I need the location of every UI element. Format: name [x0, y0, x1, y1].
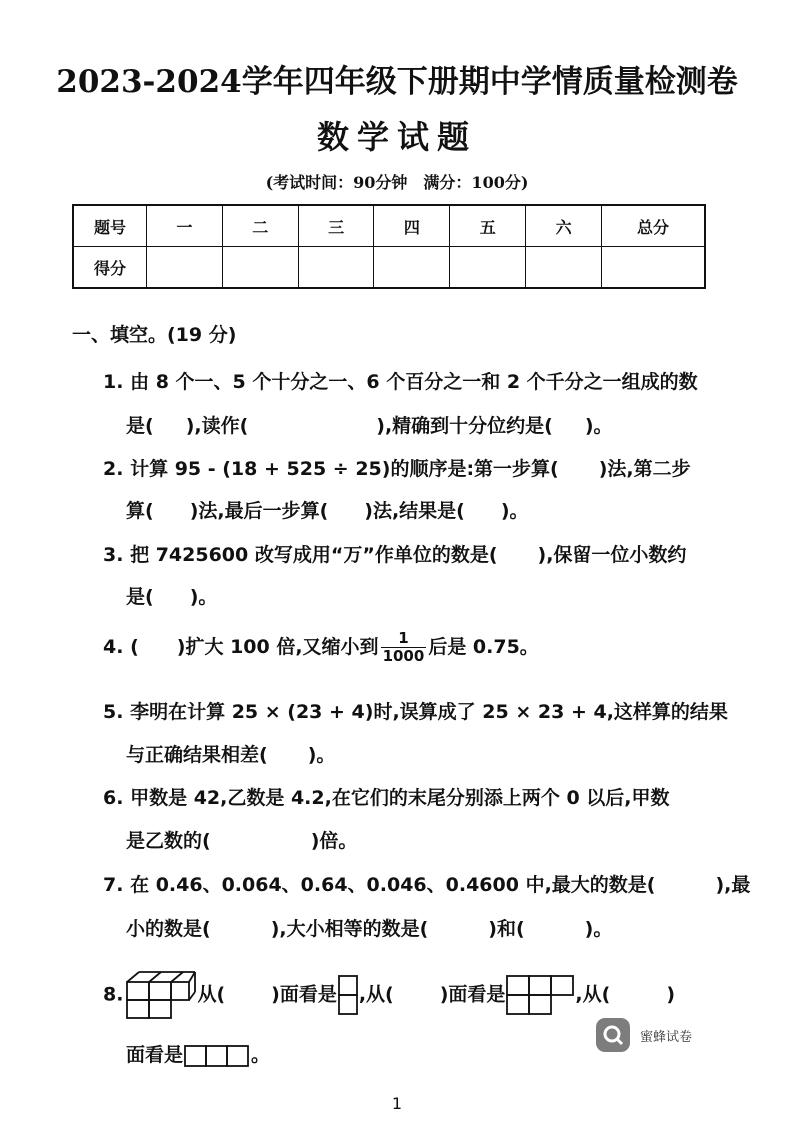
score-header-cell: 题号: [73, 205, 147, 247]
question-8: 8. 从( )面看是 ,从( )面看是 ,从( ): [103, 970, 675, 1020]
question-4: 4. ( )扩大 100 倍,又缩小到 $\frac{1}{1000}$ 后是 0.75。: [103, 629, 539, 665]
view-shape-l-three: [505, 974, 575, 1016]
score-table-score-row: [73, 247, 705, 289]
watermark-text: 蜜蜂试卷: [640, 1029, 693, 1045]
question-7-line-2: 小的数是( ),大小相等的数是( )和( )。: [126, 918, 613, 940]
view-shape-row-three: [183, 1044, 251, 1068]
page-number: 1: [391, 1094, 403, 1113]
score-cell[interactable]: [374, 247, 450, 289]
score-table: [72, 204, 706, 289]
score-header-cell: 六: [526, 205, 602, 247]
cube-stack-figure: [125, 970, 197, 1020]
exam-title: 2023-2024学年四年级下册期中学情质量检测卷: [56, 64, 738, 100]
score-cell[interactable]: [298, 247, 374, 289]
score-header-cell: 总分: [602, 205, 706, 247]
score-header-cell: 五: [450, 205, 526, 247]
score-header-cell: 二: [222, 205, 298, 247]
question-3: 3. 把 7425600 改写成用“万”作单位的数是( ),保留一位小数约: [103, 544, 687, 566]
score-cell[interactable]: [450, 247, 526, 289]
score-header-cell: 一: [147, 205, 223, 247]
score-cell[interactable]: [222, 247, 298, 289]
question-5-line-2: 与正确结果相差( )。: [126, 744, 336, 766]
question-8-line-2: 面看是 。: [126, 1044, 271, 1066]
score-cell[interactable]: [602, 247, 706, 289]
exam-meta: (考试时间：90分钟 满分：100分): [265, 173, 529, 192]
question-3-line-2: 是( )。: [126, 586, 218, 608]
fraction: $\frac{1}{1000}$: [382, 629, 425, 665]
score-table-header-row: [73, 205, 705, 247]
score-header-cell: 四: [374, 205, 450, 247]
question-7: 7. 在 0.46、0.064、0.64、0.046、0.4600 中,最大的数是( ),最: [103, 874, 751, 896]
score-row-label: 得分: [73, 247, 147, 289]
score-cell[interactable]: [147, 247, 223, 289]
question-1: 1. 由 8 个一、5 个十分之一、6 个百分之一和 2 个千分之一组成的数: [103, 371, 698, 393]
question-2: 2. 计算 95 - (18 + 525 ÷ 25)的顺序是:第一步算( )法,第二步: [103, 458, 691, 480]
exam-subtitle: 数学试题: [316, 118, 477, 156]
score-cell[interactable]: [526, 247, 602, 289]
question-6-line-2: 是乙数的( )倍。: [126, 830, 358, 852]
score-header-cell: 三: [298, 205, 374, 247]
section-title: 一、填空。(19 分): [72, 324, 237, 346]
question-5: 5. 李明在计算 25 × (23 + 4)时,误算成了 25 × 23 + 4,这样算的结果: [103, 701, 728, 723]
question-2-line-2: 算( )法,最后一步算( )法,结果是( )。: [126, 500, 529, 522]
watermark: [596, 1018, 692, 1052]
watermark-logo-icon: [596, 1018, 630, 1052]
question-6: 6. 甲数是 42,乙数是 4.2,在它们的末尾分别添上两个 0 以后,甲数: [103, 787, 670, 809]
question-1-line-2: 是( ),读作( ),精确到十分位约是( )。: [126, 415, 613, 437]
view-shape-vertical-two: [337, 974, 359, 1016]
